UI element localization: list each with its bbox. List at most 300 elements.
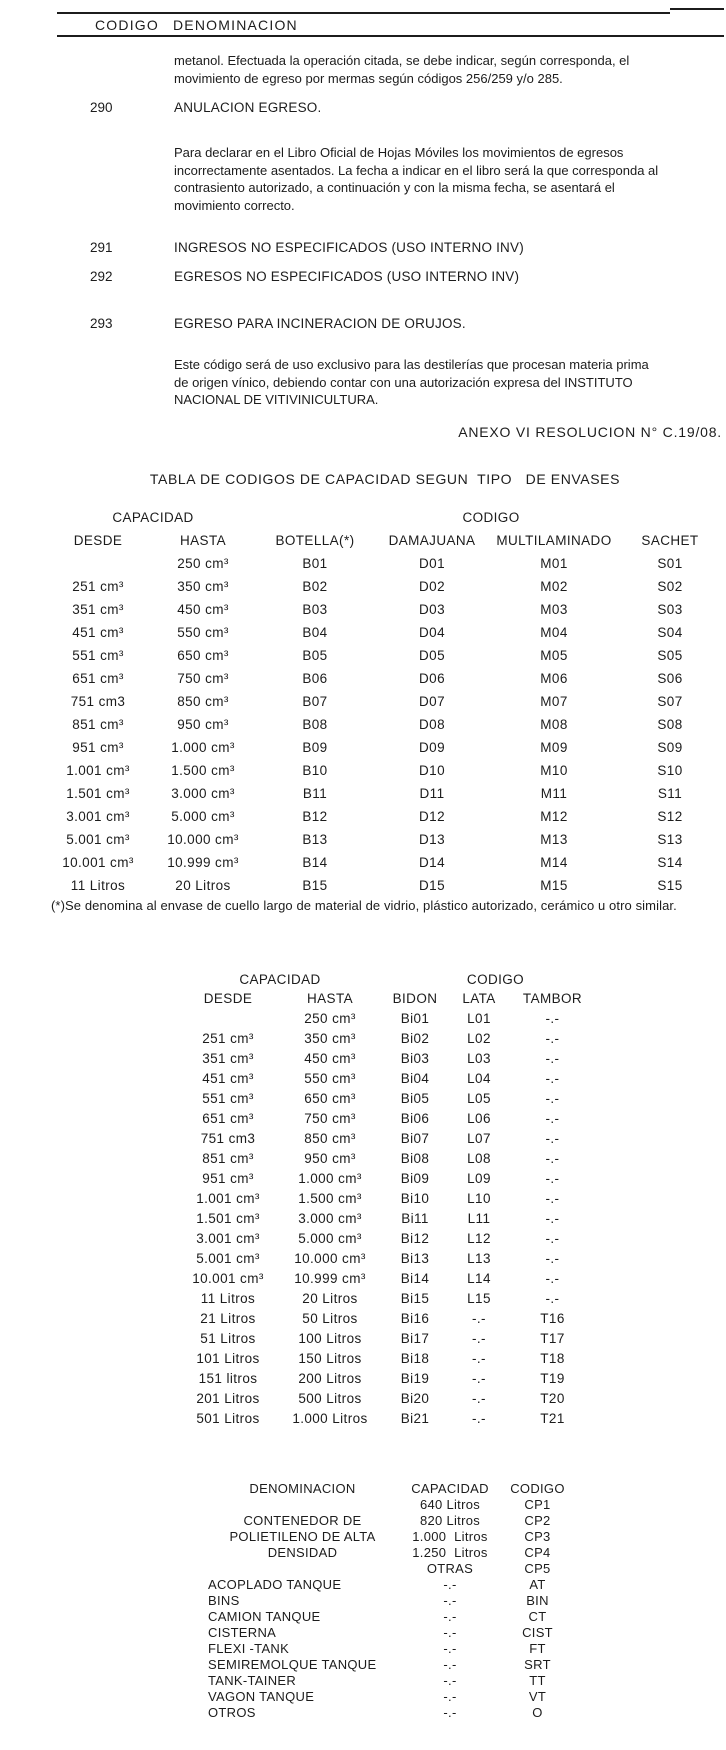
paragraph-line: contrasiento autorizado, a continuación y con la misma fecha, se asentará el (174, 180, 615, 195)
table-row (48, 713, 724, 736)
table-cell: 1.500 cm³ (298, 1191, 362, 1206)
table-cell: B15 (302, 878, 328, 893)
table-cell: D05 (419, 648, 445, 663)
table-cell: -.- (545, 1231, 560, 1246)
table-cell: -.- (443, 1609, 457, 1624)
table-cell (48, 552, 148, 575)
bottle-table-footnote: (*)Se denomina al envase de cuello largo de material de vidrio, plástico autorizado, cerámico u otro similar. (51, 898, 677, 913)
table-cell: -.- (472, 1391, 486, 1406)
table-cell: Bi08 (400, 1151, 430, 1166)
table-cell: POLIETILENO DE ALTA (229, 1529, 376, 1544)
column-header: HASTA (306, 991, 353, 1006)
table-cell: OTRAS (426, 1561, 474, 1576)
table-cell: T18 (540, 1351, 565, 1366)
header-rule-top-right (670, 8, 724, 10)
group-header-capacidad: CAPACIDAD (112, 510, 194, 525)
group-header-codigo: CODIGO (466, 972, 525, 987)
table-cell: 250 cm³ (304, 1011, 356, 1026)
table-cell: Bi21 (400, 1411, 430, 1426)
table-cell: 3.000 cm³ (171, 786, 235, 801)
table-cell: T19 (540, 1371, 565, 1386)
table-cell: M03 (540, 602, 568, 617)
table-cell: AT (529, 1577, 546, 1592)
table-row (48, 575, 724, 598)
table-cell (205, 1561, 400, 1577)
table-row (178, 1409, 595, 1429)
table-cell: 950 cm³ (177, 717, 229, 732)
table-cell: 3.000 cm³ (298, 1211, 362, 1226)
table-row (205, 1657, 575, 1673)
table-cell: B14 (302, 855, 328, 870)
table-row (48, 621, 724, 644)
table-cell: 21 Litros (200, 1311, 256, 1326)
table-row (48, 759, 724, 782)
table-cell: 750 cm³ (177, 671, 229, 686)
table-row (205, 1593, 575, 1609)
entry-title: EGRESOS NO ESPECIFICADOS (USO INTERNO INV) (174, 269, 520, 284)
table-cell: Bi16 (400, 1311, 430, 1326)
table-cell: Bi19 (400, 1371, 430, 1386)
table-row (205, 1705, 575, 1721)
table-cell: -.- (545, 1031, 560, 1046)
table-cell: M11 (540, 786, 568, 801)
entry-code: 291 (90, 240, 113, 255)
table-row (48, 667, 724, 690)
table-cell: S11 (657, 786, 683, 801)
table-cell: -.- (545, 1251, 560, 1266)
table-cell: B12 (302, 809, 328, 824)
table-cell: S08 (657, 717, 683, 732)
table-cell: 10.999 cm³ (167, 855, 239, 870)
paragraph-line: Este código será de uso exclusivo para las destilerías que procesan materia prima (174, 357, 649, 372)
intro-paragraph (174, 52, 629, 87)
table-cell: -.- (443, 1625, 457, 1640)
table-cell: VAGON TANQUE (208, 1689, 315, 1704)
table-row (178, 1029, 595, 1049)
table-cell: T17 (540, 1331, 565, 1346)
table-header-row (205, 1481, 575, 1497)
table-cell: 501 Litros (196, 1411, 260, 1426)
table-cell: 650 cm³ (177, 648, 229, 663)
table-group-header-row (48, 506, 724, 529)
table-cell: 551 cm³ (72, 648, 124, 663)
table-cell: -.- (545, 1051, 560, 1066)
table-cell: B03 (302, 602, 328, 617)
table-cell: 1.001 cm³ (66, 763, 130, 778)
table-cell: M06 (540, 671, 568, 686)
table-row (178, 1369, 595, 1389)
listing-header-codigo: CODIGO (95, 17, 159, 33)
table-row (205, 1513, 575, 1529)
entry-title: EGRESO PARA INCINERACION DE ORUJOS. (174, 316, 466, 331)
table-cell: 350 cm³ (177, 579, 229, 594)
table-cell: -.- (545, 1131, 560, 1146)
table-row (178, 1329, 595, 1349)
column-header: BOTELLA(*) (275, 533, 355, 548)
column-header: LATA (462, 991, 496, 1006)
table-cell: -.- (545, 1171, 560, 1186)
entry-paragraph (174, 144, 658, 214)
table-cell: 10.000 cm³ (294, 1251, 366, 1266)
table-cell: Bi06 (400, 1111, 430, 1126)
group-header-codigo: CODIGO (462, 510, 520, 525)
table-cell: M10 (540, 763, 568, 778)
table-row (178, 1149, 595, 1169)
table-cell: 5.000 cm³ (298, 1231, 362, 1246)
table-row (48, 782, 724, 805)
annex-note: ANEXO VI RESOLUCION N° C.19/08. (458, 424, 722, 440)
table-row (48, 736, 724, 759)
column-header: SACHET (641, 533, 699, 548)
table-cell: 351 cm³ (202, 1051, 254, 1066)
table-cell: B13 (302, 832, 328, 847)
table-cell: M14 (540, 855, 568, 870)
table-group-header-row (178, 970, 595, 989)
table-cell: S09 (657, 740, 683, 755)
table-cell: M13 (540, 832, 568, 847)
table-cell: T21 (540, 1411, 565, 1426)
table-row (205, 1497, 575, 1513)
table-cell: CONTENEDOR DE (243, 1513, 362, 1528)
table-cell: CP5 (524, 1561, 551, 1576)
table-cell: CISTERNA (208, 1625, 277, 1640)
table-cell: 1.000 cm³ (171, 740, 235, 755)
column-header: BIDON (392, 991, 438, 1006)
table-cell: FLEXI -TANK (208, 1641, 290, 1656)
table-cell: L06 (467, 1111, 491, 1126)
column-header: DAMAJUANA (388, 533, 476, 548)
table-cell: Bi14 (400, 1271, 430, 1286)
entry-title: ANULACION EGRESO. (174, 100, 322, 115)
table-cell: 850 cm³ (304, 1131, 356, 1146)
entry-code: 290 (90, 100, 113, 115)
table-cell: B06 (302, 671, 328, 686)
table-row (178, 1109, 595, 1129)
table-cell: -.- (443, 1689, 457, 1704)
table-cell: CP4 (524, 1545, 551, 1560)
table-cell: -.- (472, 1351, 486, 1366)
table-cell: M05 (540, 648, 568, 663)
table-row (178, 1309, 595, 1329)
table-cell: B04 (302, 625, 328, 640)
table-cell: CP2 (524, 1513, 551, 1528)
paragraph-line: Para declarar en el Libro Oficial de Hojas Móviles los movimientos de egresos (174, 145, 624, 160)
table-cell: OTROS (208, 1705, 256, 1720)
table-row (48, 828, 724, 851)
table-cell: S12 (657, 809, 683, 824)
table-cell: B08 (302, 717, 328, 732)
table-cell: L10 (467, 1191, 491, 1206)
table-cell: 751 cm3 (70, 694, 126, 709)
table-cell: Bi04 (400, 1071, 430, 1086)
table-row (48, 874, 724, 897)
table-cell: D12 (419, 809, 445, 824)
table-cell: CP3 (524, 1529, 551, 1544)
header-rule-top (57, 12, 670, 14)
table-cell: -.- (443, 1673, 457, 1688)
table-row (205, 1529, 575, 1545)
table-row (178, 1289, 595, 1309)
table-cell: D08 (419, 717, 445, 732)
table-cell: 550 cm³ (304, 1071, 356, 1086)
container-codes-table (205, 1481, 575, 1721)
table-cell: 100 Litros (298, 1331, 362, 1346)
table-cell: 640 Litros (419, 1497, 481, 1512)
entry-code: 293 (90, 316, 113, 331)
table-cell: 150 Litros (298, 1351, 362, 1366)
table-cell: M07 (540, 694, 568, 709)
table-cell: 451 cm³ (72, 625, 124, 640)
table-cell: B10 (302, 763, 328, 778)
table-cell: -.- (545, 1151, 560, 1166)
table-cell: 1.501 cm³ (196, 1211, 260, 1226)
table-cell: 251 cm³ (202, 1031, 254, 1046)
paragraph-line: NACIONAL DE VITIVINICULTURA. (174, 392, 379, 407)
table-cell: B01 (302, 556, 328, 571)
table-row (178, 1269, 595, 1289)
table-cell: 1.001 cm³ (196, 1191, 260, 1206)
table-cell: Bi11 (401, 1211, 429, 1226)
table-row (178, 1069, 595, 1089)
table-cell: 3.001 cm³ (66, 809, 130, 824)
table-cell: S07 (657, 694, 683, 709)
table-cell (205, 1497, 400, 1513)
table-cell: S02 (657, 579, 683, 594)
table-row (48, 644, 724, 667)
table-row (205, 1545, 575, 1561)
table-cell: 450 cm³ (304, 1051, 356, 1066)
table-cell: T16 (540, 1311, 565, 1326)
table-cell: 10.000 cm³ (167, 832, 239, 847)
table-cell: 20 Litros (175, 878, 231, 893)
table-cell: -.- (443, 1657, 457, 1672)
table-row (48, 805, 724, 828)
table-cell: Bi01 (400, 1011, 430, 1026)
table-row (205, 1641, 575, 1657)
table-cell: S05 (657, 648, 683, 663)
table-cell: L11 (467, 1211, 491, 1226)
table-cell: M12 (540, 809, 568, 824)
table-cell: Bi07 (400, 1131, 430, 1146)
table-cell: B07 (302, 694, 328, 709)
table-cell: 5.001 cm³ (66, 832, 130, 847)
table-cell: -.- (443, 1641, 457, 1656)
table-cell: -.- (545, 1011, 560, 1026)
table-cell: D11 (419, 786, 445, 801)
table-cell: Bi17 (400, 1331, 430, 1346)
table-cell: M01 (540, 556, 568, 571)
bottle-capacity-table (48, 506, 724, 897)
column-header: MULTILAMINADO (496, 533, 612, 548)
table-cell: 250 cm³ (177, 556, 229, 571)
table-cell: 651 cm³ (72, 671, 124, 686)
table-cell: L07 (467, 1131, 491, 1146)
table-cell: 10.001 cm³ (62, 855, 134, 870)
table-cell: 11 Litros (70, 878, 126, 893)
table-cell: 551 cm³ (202, 1091, 254, 1106)
table-cell: 51 Litros (200, 1331, 256, 1346)
table-cell: Bi05 (400, 1091, 430, 1106)
table-cell: 101 Litros (196, 1351, 260, 1366)
table-cell: -.- (545, 1191, 560, 1206)
table-cell: D15 (419, 878, 445, 893)
table-cell: S04 (657, 625, 683, 640)
table-cell: 951 cm³ (202, 1171, 254, 1186)
table-cell: L08 (467, 1151, 491, 1166)
table-cell: -.- (545, 1091, 560, 1106)
table-row (205, 1577, 575, 1593)
table-cell: 20 Litros (302, 1291, 358, 1306)
bidon-capacity-table (178, 970, 595, 1429)
table-cell: 500 Litros (298, 1391, 362, 1406)
table-row (178, 1129, 595, 1149)
table-cell: TT (529, 1673, 546, 1688)
table-cell: 850 cm³ (177, 694, 229, 709)
table-cell: T20 (540, 1391, 565, 1406)
table-cell: L05 (467, 1091, 491, 1106)
column-header: DESDE (203, 991, 253, 1006)
table-cell: 1.000 Litros (292, 1411, 368, 1426)
column-header: CODIGO (510, 1481, 565, 1496)
table-cell: 251 cm³ (72, 579, 124, 594)
table-cell: Bi12 (400, 1231, 430, 1246)
table-cell: 3.001 cm³ (196, 1231, 260, 1246)
table-cell: L03 (467, 1051, 491, 1066)
table-cell: M15 (540, 878, 568, 893)
table-cell: 201 Litros (196, 1391, 260, 1406)
table-cell: 851 cm³ (202, 1151, 254, 1166)
table-cell: L14 (467, 1271, 491, 1286)
capacity-table-title: TABLA DE CODIGOS DE CAPACIDAD SEGUN TIPO DE ENVASES (149, 471, 621, 487)
table-cell: S03 (657, 602, 683, 617)
table-cell: B11 (302, 786, 328, 801)
table-cell: M04 (540, 625, 568, 640)
table-cell: -.- (545, 1111, 560, 1126)
table-cell: D03 (419, 602, 445, 617)
table-cell: 350 cm³ (304, 1031, 356, 1046)
table-cell: O (532, 1705, 543, 1720)
table-row (205, 1561, 575, 1577)
table-cell: M02 (540, 579, 568, 594)
table-row (178, 1089, 595, 1109)
table-cell: BIN (526, 1593, 549, 1608)
table-cell: S14 (657, 855, 683, 870)
table-row (48, 690, 724, 713)
table-cell: Bi18 (400, 1351, 430, 1366)
table-cell: DENSIDAD (267, 1545, 338, 1560)
table-cell (178, 1009, 278, 1029)
table-cell: 1.501 cm³ (66, 786, 130, 801)
table-cell: S06 (657, 671, 683, 686)
table-cell: 10.001 cm³ (192, 1271, 264, 1286)
table-cell: 151 litros (198, 1371, 258, 1386)
column-header: CAPACIDAD (411, 1481, 489, 1496)
table-cell: 1.000 Litros (412, 1529, 488, 1544)
table-cell: 11 Litros (200, 1291, 256, 1306)
table-cell: 1.250 Litros (412, 1545, 488, 1560)
table-cell: Bi03 (400, 1051, 430, 1066)
column-header: TAMBOR (522, 991, 583, 1006)
table-cell: 50 Litros (302, 1311, 358, 1326)
table-cell: Bi15 (400, 1291, 430, 1306)
table-cell: Bi10 (400, 1191, 430, 1206)
table-cell: D04 (419, 625, 445, 640)
table-row (178, 1249, 595, 1269)
table-cell: -.- (545, 1071, 560, 1086)
table-row (205, 1625, 575, 1641)
table-row (178, 1349, 595, 1369)
table-cell: -.- (545, 1211, 560, 1226)
table-cell: B05 (302, 648, 328, 663)
table-cell: SRT (524, 1657, 551, 1672)
table-cell: VT (528, 1689, 547, 1704)
table-cell: 950 cm³ (304, 1151, 356, 1166)
table-cell: L13 (467, 1251, 491, 1266)
table-row (178, 1229, 595, 1249)
table-cell: SEMIREMOLQUE TANQUE (208, 1657, 377, 1672)
paragraph-line: de origen vínico, debiendo contar con una autorización expresa del INSTITUTO (174, 374, 633, 390)
table-cell: 651 cm³ (202, 1111, 254, 1126)
group-header-capacidad: CAPACIDAD (239, 972, 321, 987)
table-cell: D13 (419, 832, 445, 847)
table-cell: CIST (522, 1625, 553, 1640)
table-cell: D02 (419, 579, 445, 594)
table-row (178, 1389, 595, 1409)
table-cell: M09 (540, 740, 568, 755)
entry-paragraph (174, 356, 649, 409)
table-cell: 450 cm³ (177, 602, 229, 617)
table-cell: -.- (443, 1593, 457, 1608)
table-cell: 650 cm³ (304, 1091, 356, 1106)
table-cell: 951 cm³ (72, 740, 124, 755)
table-cell: D01 (419, 556, 445, 571)
table-cell: S15 (657, 878, 683, 893)
column-header: DENOMINACION (249, 1481, 356, 1496)
table-row (178, 1049, 595, 1069)
table-cell: L09 (467, 1171, 491, 1186)
table-cell: S01 (657, 556, 683, 571)
table-cell: D10 (419, 763, 445, 778)
table-cell: -.- (443, 1577, 457, 1592)
table-cell: -.- (545, 1291, 560, 1306)
table-cell: ACOPLADO TANQUE (208, 1577, 342, 1592)
table-cell: Bi20 (400, 1391, 430, 1406)
table-cell: D07 (419, 694, 445, 709)
entry-code: 292 (90, 269, 113, 284)
table-cell: -.- (472, 1331, 486, 1346)
table-cell: Bi02 (400, 1031, 430, 1046)
table-header-row (178, 989, 595, 1009)
table-cell: -.- (443, 1705, 457, 1720)
table-cell: -.- (472, 1311, 486, 1326)
table-cell: M08 (540, 717, 568, 732)
table-cell: 851 cm³ (72, 717, 124, 732)
table-cell: B09 (302, 740, 328, 755)
table-cell: 751 cm3 (200, 1131, 256, 1146)
column-header: DESDE (73, 533, 123, 548)
table-cell: -.- (472, 1371, 486, 1386)
header-rule-bottom (57, 35, 724, 37)
table-cell: S13 (657, 832, 683, 847)
table-cell: L02 (467, 1031, 491, 1046)
table-cell: CP1 (524, 1497, 551, 1512)
table-cell: 550 cm³ (177, 625, 229, 640)
table-header-row (48, 529, 724, 552)
table-cell: CAMION TANQUE (208, 1609, 321, 1624)
table-row (178, 1009, 595, 1029)
table-cell: BINS (208, 1593, 240, 1608)
table-cell: FT (529, 1641, 546, 1656)
